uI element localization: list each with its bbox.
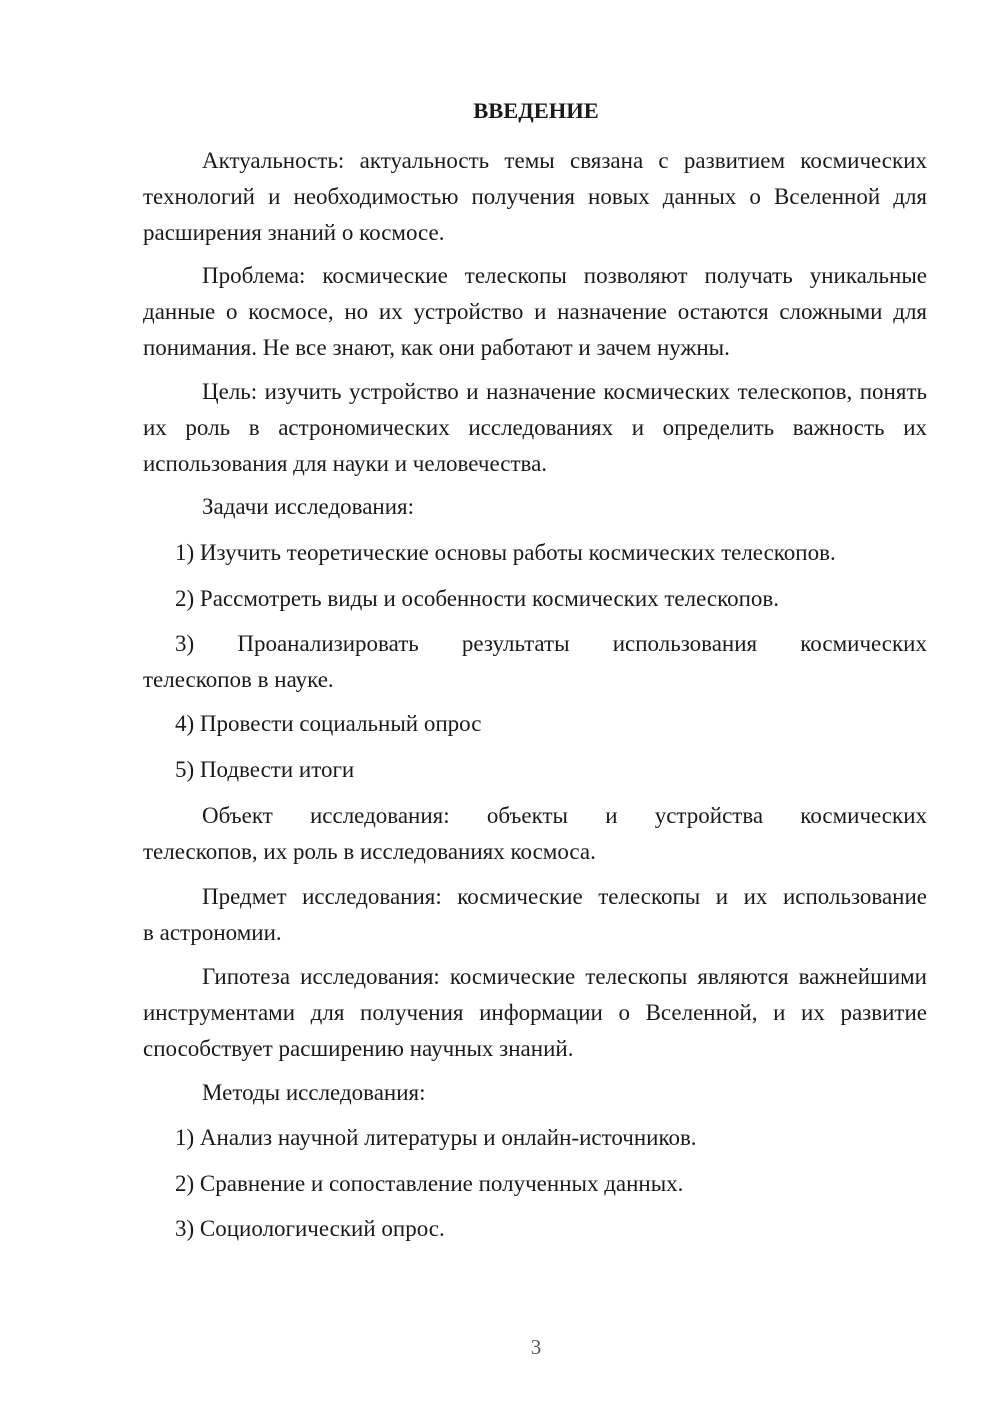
object-line-1: Объект исследования: объекты и устройства космических: [202, 803, 927, 828]
task-item-2: 2) Рассмотреть виды и особенности космических телескопов.: [175, 586, 780, 611]
task-item-3-line-1: 3) Проанализировать результаты использования космических: [175, 631, 927, 656]
tasks-title: Задачи исследования:: [202, 494, 415, 519]
problem-paragraph: [143, 258, 927, 366]
section-heading: ВВЕДЕНИЕ: [473, 98, 599, 123]
task-item-1: 1) Изучить теоретические основы работы космических телескопов.: [175, 540, 836, 565]
relevance-paragraph: [143, 143, 927, 251]
hypothesis-text-1: Гипотеза исследования: космические телескопы являются важнейшими инструментами для получения информации о Вселенной, и: [143, 964, 927, 1025]
problem-text-1: Проблема: космические телескопы позволяют получать уникальные данные о космосе, но их устройство и назначение остаются сложными: [143, 263, 927, 324]
relevance-text-2: расширения знаний о космосе.: [143, 220, 445, 245]
methods-title: Методы исследования:: [202, 1080, 426, 1105]
hypothesis-paragraph: [143, 959, 927, 1067]
object-line-2: телескопов, их роль в исследованиях космоса.: [143, 839, 596, 864]
relevance-text-1: Актуальность: актуальность темы связана с развитием космических технологий и необходимостью получения новых данных о Вселенной для: [143, 148, 927, 209]
goal-text-1: Цель: изучить устройство и назначение космических телескопов, понять их роль в астрономических исследованиях и определить важность: [143, 379, 927, 440]
method-item-2: 2) Сравнение и сопоставление полученных данных.: [175, 1171, 684, 1196]
subject-line-1: Предмет исследования: космические телескопы и их использование: [202, 884, 927, 909]
goal-text-2: их использования для науки и человечества.: [143, 415, 927, 476]
task-item-5: 5) Подвести итоги: [175, 757, 355, 782]
hypothesis-text-2: их развитие способствует расширению научных знаний.: [143, 1000, 927, 1061]
task-item-4: 4) Провести социальный опрос: [175, 711, 482, 736]
subject-line-2: в астрономии.: [143, 920, 282, 945]
method-item-3: 3) Социологический опрос.: [175, 1216, 445, 1241]
page-number: 3: [530, 1335, 542, 1359]
task-item-3-line-2: телескопов в науке.: [143, 667, 334, 692]
method-item-1: 1) Анализ научной литературы и онлайн-источников.: [175, 1125, 697, 1150]
goal-paragraph: [143, 374, 927, 482]
problem-text-2: для понимания. Не все знают, как они работают и зачем нужны.: [143, 299, 928, 360]
